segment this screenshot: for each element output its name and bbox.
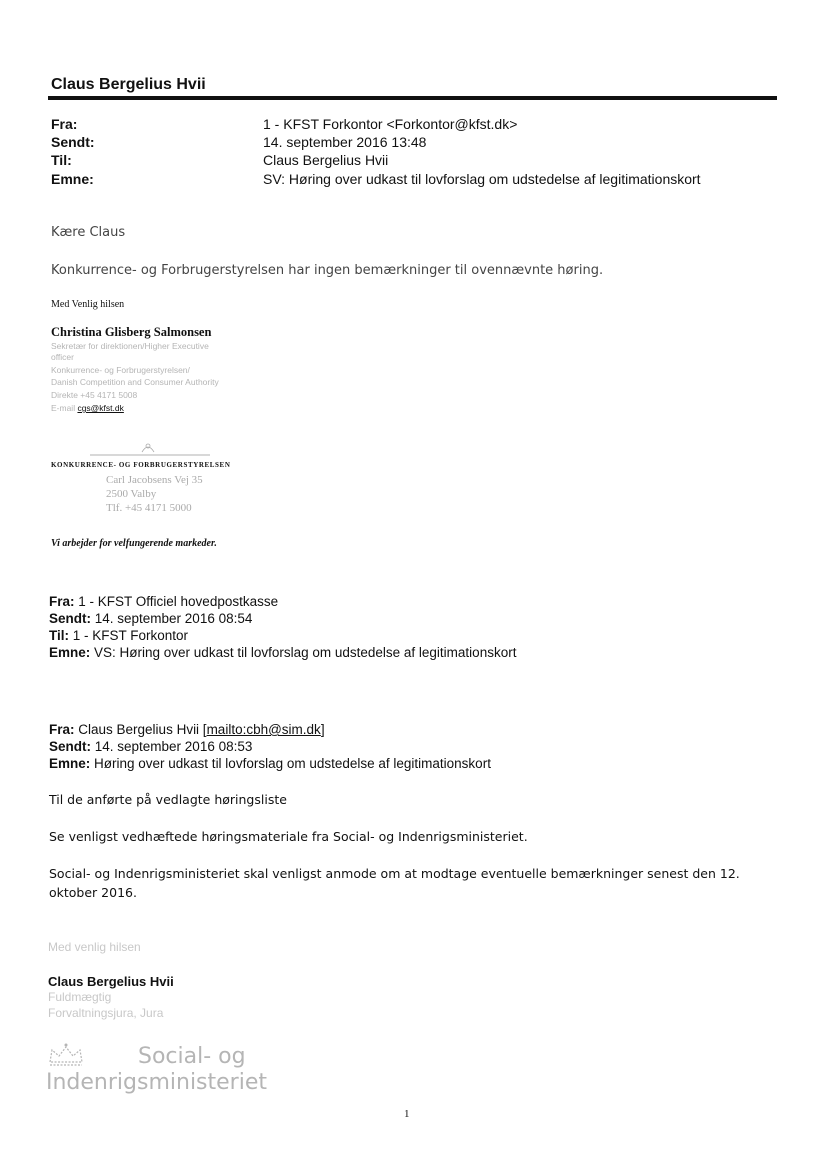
document-owner: Claus Bergelius Hvii [51,76,206,93]
address-line: Tlf. +45 4171 5000 [106,502,192,514]
crown-icon [46,1042,86,1068]
forward-sent-label: Sendt: [49,611,91,626]
greeting: Kære Claus [51,225,126,240]
forward-from-label: Fra: [49,594,75,609]
kfst-logo-text: KONKURRENCE- OG FORBRUGERSTYRELSEN [51,461,231,469]
forward-subject-row [49,645,516,660]
original-sent-value: 14. september 2016 08:53 [91,739,253,754]
subject-value: SV: Høring over udkast til lovforslag om udstedelse af legitimationskort [263,171,701,187]
signature-line: Direkte +45 4171 5008 [51,390,138,400]
signature-line: Konkurrence- og Forbrugerstyrelsen/ [51,365,190,375]
forward-to-value: 1 - KFST Forkontor [69,628,189,643]
original-sent-label: Sendt: [49,739,91,754]
original-paragraph: Social- og Indenrigsministeriet skal venligst anmode om at modtage eventuelle bemærkninger senest den 12. [49,866,740,881]
forward-from-row [49,594,278,609]
page-number: 1 [404,1108,410,1120]
from-label: Fra: [51,116,78,132]
to-label: Til: [51,152,72,168]
original-subject-row [49,756,491,771]
kfst-logo-icon [90,438,210,460]
original-mailto-link[interactable]: mailto:cbh@sim.dk [206,722,321,737]
forward-sent-row [49,611,252,626]
forward-from-value: 1 - KFST Officiel hovedpostkasse [74,594,279,609]
address-line: 2500 Valby [106,488,157,500]
forward-subject-value: VS: Høring over udkast til lovforslag om udstedelse af legitimationskort [90,645,517,660]
original-signature-dept: Forvaltningsjura, Jura [48,1006,164,1020]
reply-body: Konkurrence- og Forbrugerstyrelsen har ingen bemærkninger til ovennævnte høring. [51,263,604,278]
forward-subject-label: Emne: [49,645,91,660]
address-line: Carl Jacobsens Vej 35 [106,474,203,486]
signature-name: Christina Glisberg Salmonsen [51,325,212,339]
original-sent-row [49,739,252,754]
original-closing: Med venlig hilsen [48,940,141,954]
from-value: 1 - KFST Forkontor <Forkontor@kfst.dk> [263,116,518,132]
original-from-name: Claus Bergelius Hvii [ [74,722,207,737]
signature-email-row [51,403,124,414]
original-subject-label: Emne: [49,756,91,771]
original-paragraph: Se venligst vedhæftede høringsmateriale fra Social- og Indenrigsministeriet. [49,829,528,844]
original-signature-title: Fuldmægtig [48,990,112,1004]
signature-email-label: E-mail [51,403,78,413]
original-from-row [49,722,325,737]
signature-email-link[interactable]: cgs@kfst.dk [77,403,124,413]
original-from-label: Fra: [49,722,75,737]
forward-sent-value: 14. september 2016 08:54 [91,611,253,626]
original-from-bracket: ] [320,722,325,737]
signature-line: Danish Competition and Consumer Authority [51,377,219,387]
tagline: Vi arbejder for velfungerende markeder. [51,538,217,549]
signature-line: officer [51,352,74,362]
ministry-logo-text: Social- og [138,1044,246,1069]
original-signature-name: Claus Bergelius Hvii [48,974,174,989]
sent-label: Sendt: [51,134,95,150]
subject-label: Emne: [51,171,94,187]
original-subject-value: Høring over udkast til lovforslag om udstedelse af legitimationskort [90,756,491,771]
to-value: Claus Bergelius Hvii [263,152,389,168]
forward-to-label: Til: [49,628,69,643]
reply-closing: Med Venlig hilsen [51,299,125,310]
signature-line: Sekretær for direktionen/Higher Executive [51,341,209,351]
sent-value: 14. september 2016 13:48 [263,134,427,150]
forward-to-row [49,628,188,643]
original-paragraph: oktober 2016. [49,885,137,900]
original-paragraph: Til de anførte på vedlagte høringsliste [49,792,287,807]
header-rule [48,96,777,100]
ministry-logo-text: Indenrigsministeriet [46,1070,267,1095]
